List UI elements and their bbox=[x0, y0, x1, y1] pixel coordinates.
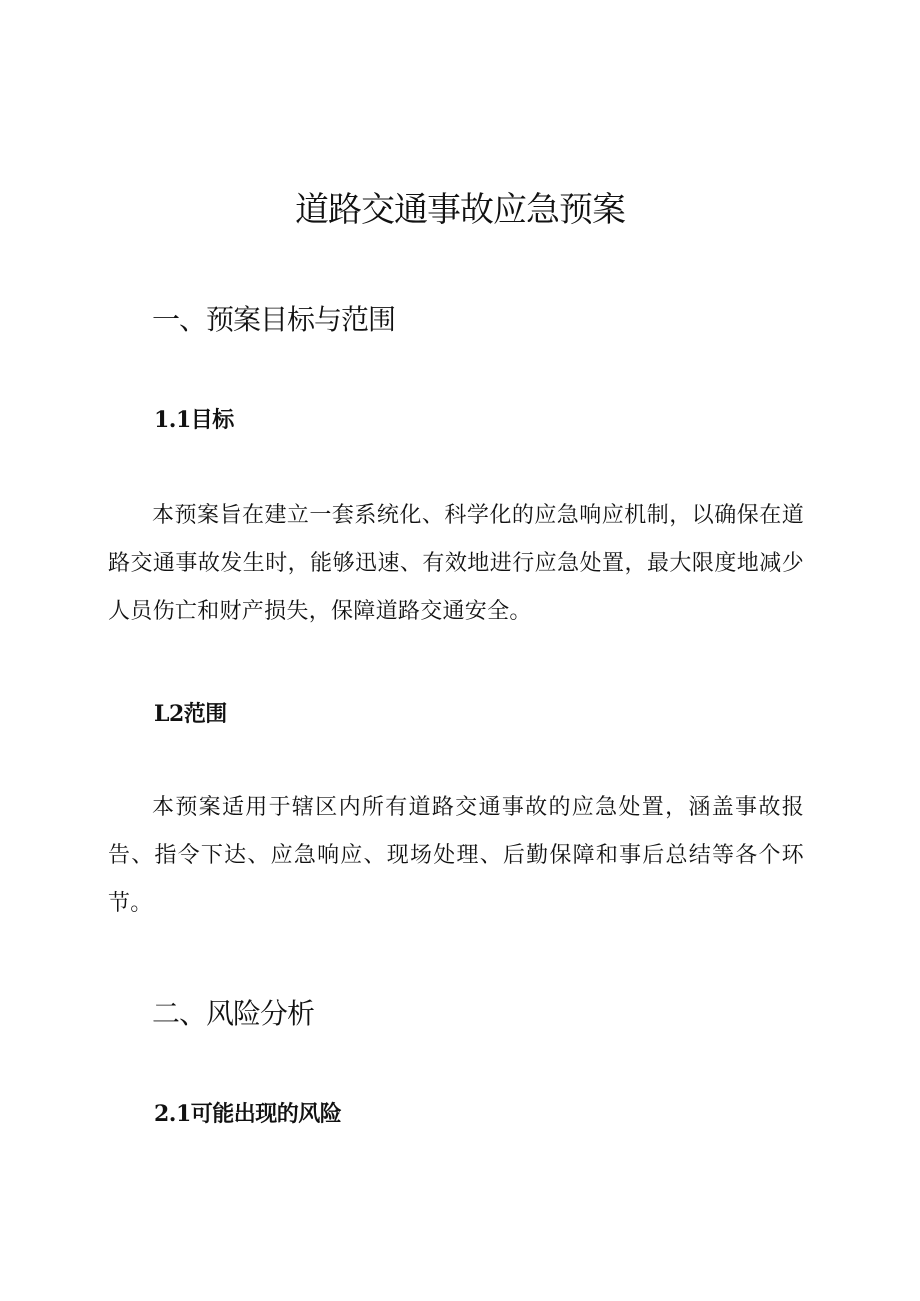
document-title: 道路交通事故应急预案 bbox=[295, 190, 625, 230]
subsection-heading-1-1: 1.1目标 bbox=[154, 407, 234, 433]
paragraph-1-1: 本预案旨在建立一套系统化、科学化的应急响应机制，以确保在道路交通事故发生时，能够迅速、有效地进行应急处置，最大限度地减少人员伤亡和财产损失，保障道路交通安全。 bbox=[108, 503, 804, 624]
section-heading-2: 二、风险分析 bbox=[152, 997, 315, 1030]
subsection-heading-2-1: 2.1可能出现的风险 bbox=[154, 1101, 342, 1127]
section-heading-1: 一、预案目标与范围 bbox=[152, 303, 396, 336]
paragraph-1-2: 本预案适用于辖区内所有道路交通事故的应急处置，涵盖事故报告、指令下达、应急响应、现场处理、后勤保障和事后总结等各个环节。 bbox=[108, 795, 804, 916]
subsection-heading-1-2: L2范围 bbox=[154, 701, 227, 727]
